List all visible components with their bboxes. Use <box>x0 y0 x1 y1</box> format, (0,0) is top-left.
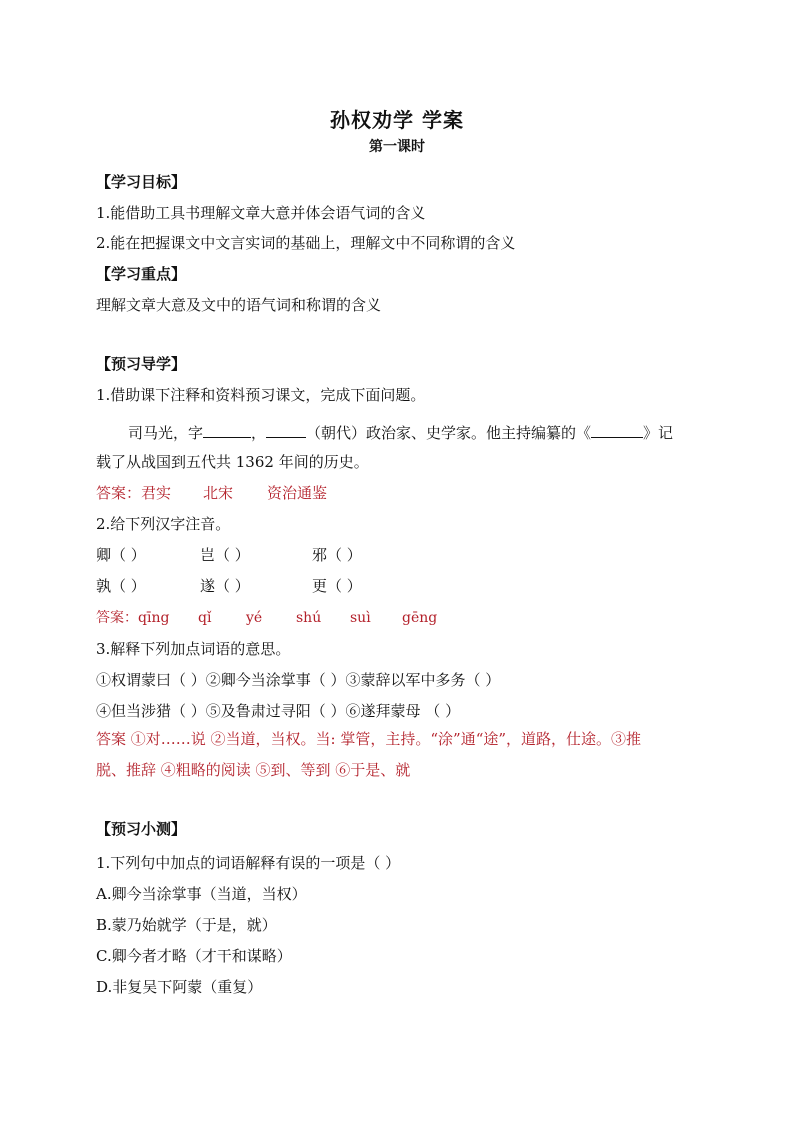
focus-heading: 【学习重点】 <box>96 265 187 283</box>
answer-1: 君实 <box>141 484 172 502</box>
fill-text-a: 司马光，字 <box>128 424 204 442</box>
pinyin-item: 更（ ） <box>312 577 362 595</box>
preview-q3-prompt: 3.解释下列加点词语的意思。 <box>96 640 291 658</box>
fill-text-d: 》记 <box>643 424 674 442</box>
quiz-option-b: B.蒙乃始就学（于是，就） <box>96 916 277 934</box>
preview-q3-row2: ④但当涉猎（ ）⑤及鲁肃过寻阳（ ）⑥遂拜蒙母 （ ） <box>96 702 461 720</box>
focus-text: 理解文章大意及文中的语气词和称谓的含义 <box>96 296 382 314</box>
pinyin-answer: suì <box>350 610 371 626</box>
preview-q3-answer-line1: 答案 ①对……说 ②当道，当权。当: 掌管，主持。“涂”通“途”，道路，仕途。③推 <box>96 730 642 748</box>
preview-q1-prompt: 1.借助课下注释和资料预习课文，完成下面问题。 <box>96 386 426 404</box>
fill-blank-courtesy-name[interactable] <box>203 421 251 438</box>
preview-q1-line2: 载了从战国到五代共 1362 年间的历史。 <box>96 453 369 471</box>
pinyin-item: 遂（ ） <box>200 577 250 595</box>
fill-blank-book[interactable] <box>591 421 643 438</box>
answer-label: 答案： <box>96 610 138 626</box>
quiz-option-d: D.非复吴下阿蒙（重复） <box>96 978 263 996</box>
answer-2: 北宋 <box>203 484 234 502</box>
pinyin-item: 邪（ ） <box>312 546 362 564</box>
objective-item-1: 1.能借助工具书理解文章大意并体会语气词的含义 <box>96 204 426 222</box>
preview-q2-answer <box>96 608 437 628</box>
preview-heading: 【预习导学】 <box>96 355 187 373</box>
page-subtitle: 第一课时 <box>369 139 425 155</box>
objectives-heading: 【学习目标】 <box>96 173 187 191</box>
pinyin-answer: gēng <box>402 610 438 626</box>
quiz-heading: 【预习小测】 <box>96 820 187 838</box>
pinyin-item: 岂（ ） <box>200 546 250 564</box>
quiz-option-c: C.卿今者才略（才干和谋略） <box>96 947 292 965</box>
pinyin-answer: qīng <box>138 610 170 626</box>
pinyin-answer: yé <box>246 610 263 626</box>
objective-item-2: 2.能在把握课文中文言实词的基础上，理解文中不同称谓的含义 <box>96 234 516 252</box>
fill-text-b: ， <box>251 424 267 442</box>
quiz-q1: 1.下列句中加点的词语解释有误的一项是（ ） <box>96 854 401 872</box>
preview-q2-row1 <box>96 545 362 565</box>
quiz-option-a: A.卿今当涂掌事（当道，当权） <box>96 885 307 903</box>
preview-q2-row2 <box>96 576 362 596</box>
preview-q2-prompt: 2.给下列汉字注音。 <box>96 515 231 533</box>
pinyin-item: 卿（ ） <box>96 546 146 564</box>
pinyin-answer: qǐ <box>198 610 212 626</box>
page-title: 孙权劝学 学案 <box>330 108 464 132</box>
preview-q3-answer-line2: 脱、推辞 ④粗略的阅读 ⑤到、等到 ⑥于是、就 <box>96 761 411 779</box>
pinyin-answer: shú <box>296 610 322 626</box>
preview-q3-row1: ①权谓蒙曰（ ）②卿今当涂掌事（ ）③蒙辞以军中多务（ ） <box>96 671 501 689</box>
fill-blank-dynasty[interactable] <box>266 421 306 438</box>
preview-q1-answer <box>96 483 327 503</box>
answer-3: 资治通鉴 <box>267 484 328 502</box>
preview-q1-fill-line <box>128 421 673 443</box>
answer-label: 答案： <box>96 484 142 502</box>
pinyin-item: 孰（ ） <box>96 577 146 595</box>
fill-text-c: （朝代）政治家、史学家。他主持编纂的《 <box>306 424 592 442</box>
